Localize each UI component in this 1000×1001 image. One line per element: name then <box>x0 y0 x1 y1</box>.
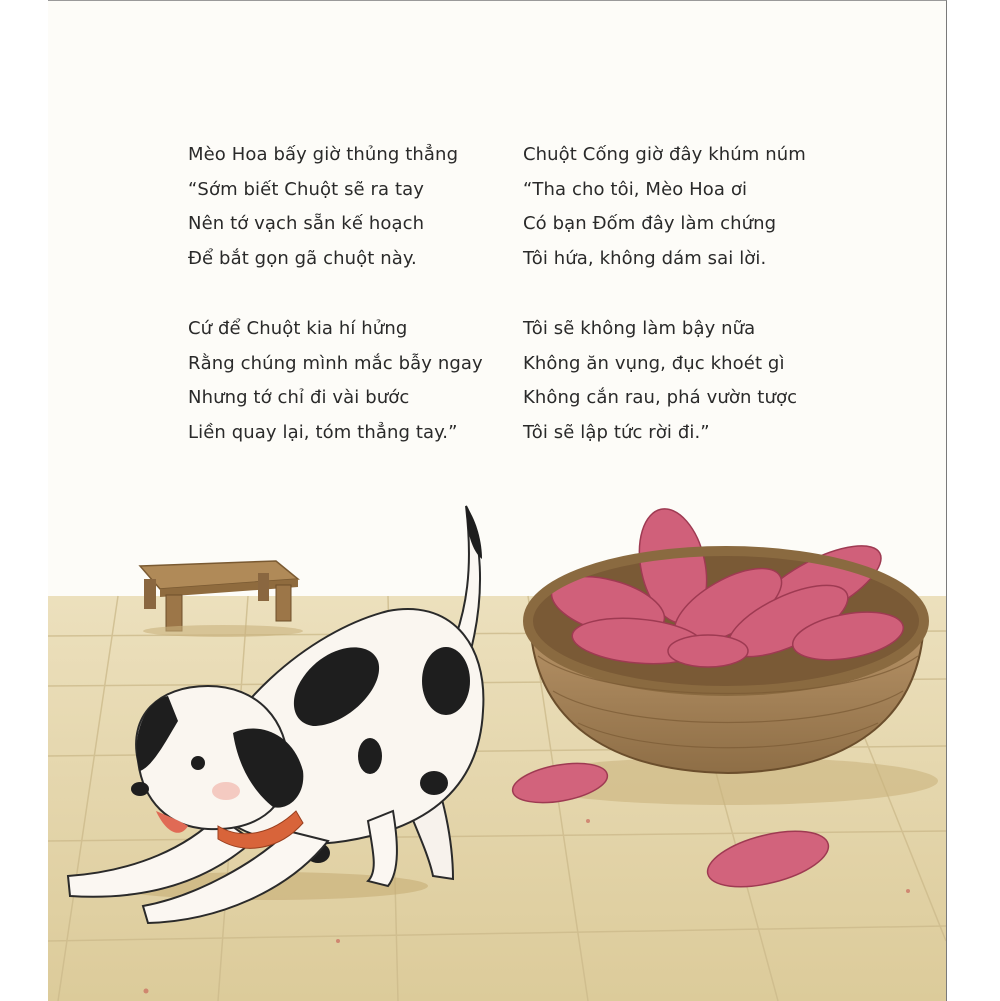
poem-line: “Tha cho tôi, Mèo Hoa ơi <box>523 178 748 200</box>
poem-line: Không ăn vụng, đục khoét gì <box>523 352 785 374</box>
poem-line: Mèo Hoa bấy giờ thủng thẳng <box>188 144 459 165</box>
poem-line: Tôi hứa, không dám sai lời. <box>523 247 767 269</box>
poem-line: Nhưng tớ chỉ đi vài bước <box>188 387 410 408</box>
poem-line: Tôi sẽ không làm bậy nữa <box>523 318 756 339</box>
poem-stanza-2 <box>523 138 806 276</box>
dog-and-sweet-potato-illustration <box>48 471 946 1001</box>
poem-line: “Sớm biết Chuột sẽ ra tay <box>188 178 425 200</box>
poem-line: Chuột Cống giờ đây khúm núm <box>523 144 806 165</box>
poem-stanza-4 <box>523 312 797 450</box>
dog-nose <box>131 782 149 796</box>
poem-line: Cứ để Chuột kia hí hửng <box>188 318 408 339</box>
poem-line: Rằng chúng mình mắc bẫy ngay <box>188 352 483 374</box>
poem-line: Để bắt gọn gã chuột này. <box>188 247 417 269</box>
poem-line: Nên tớ vạch sẵn kế hoạch <box>188 213 425 234</box>
sweet-potato-basket <box>528 503 924 773</box>
book-page <box>48 0 947 1001</box>
poem-line: Có bạn Đốm đây làm chứng <box>523 213 777 234</box>
poem-stanza-3 <box>188 312 483 450</box>
poem-line: Liền quay lại, tóm thẳng tay.” <box>188 421 458 443</box>
sweet-potatoes <box>545 503 907 672</box>
poem-line: Không cắn rau, phá vườn tược <box>523 387 798 408</box>
poem-line: Tôi sẽ lập tức rời đi.” <box>523 421 710 443</box>
poem-stanza-1 <box>188 138 458 276</box>
dog-eye <box>191 756 205 770</box>
